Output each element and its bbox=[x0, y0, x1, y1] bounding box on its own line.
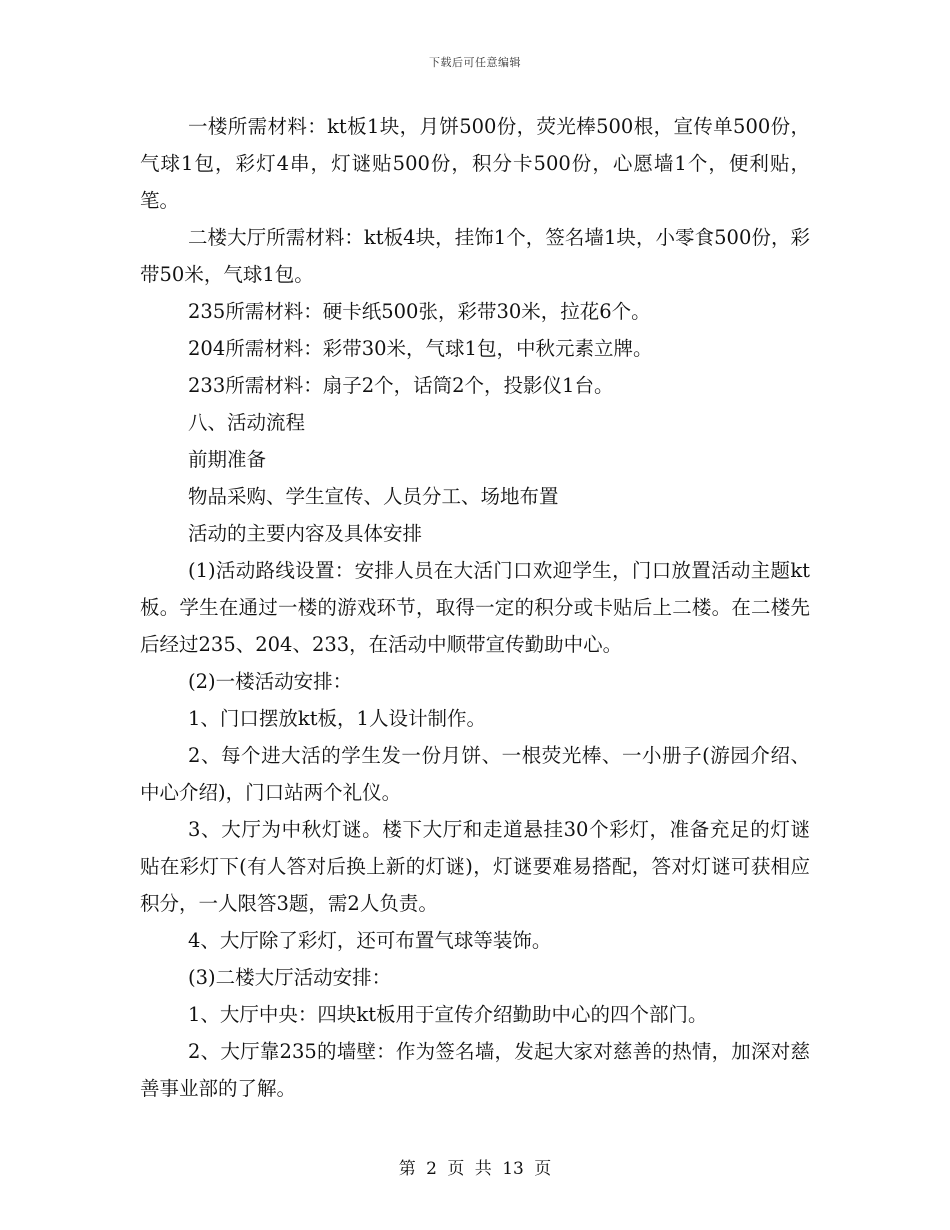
list-item-floor1-3: 3、大厅为中秋灯谜。楼下大厅和走道悬挂30个彩灯，准备充足的灯谜贴在彩灯下(有人答对后换上新的灯谜)，灯谜要难易搭配，答对灯谜可获相应积分，一人限答3题，需2人负责。 bbox=[140, 818, 810, 915]
subheading-main-content: 活动的主要内容及具体安排 bbox=[188, 522, 423, 545]
list-item-floor2-1: 1、大厅中央：四块kt板用于宣传介绍勤助中心的四个部门。 bbox=[188, 1003, 708, 1026]
paragraph-route-setup: (1)活动路线设置：安排人员在大活门口欢迎学生，门口放置活动主题kt板。学生在通过一楼的游戏环节，取得一定的积分或卡贴后上二楼。在二楼先后经过235、204、233，在活动中顺带宣传勤助中心。 bbox=[140, 559, 810, 656]
paragraph-floor2-materials: 二楼大厅所需材料：kt板4块，挂饰1个，签名墙1块，小零食500份，彩带50米，气球1包。 bbox=[140, 226, 810, 286]
paragraph-room233-materials: 233所需材料：扇子2个，话筒2个，投影仪1台。 bbox=[188, 374, 614, 397]
list-item-floor1-1: 1、门口摆放kt板，1人设计制作。 bbox=[188, 707, 486, 730]
paragraph-preparation-items: 物品采购、学生宣传、人员分工、场地布置 bbox=[188, 485, 559, 508]
paragraph-room204-materials: 204所需材料：彩带30米，气球1包，中秋元素立牌。 bbox=[188, 337, 653, 360]
subheading-floor2-arrangement: (3)二楼大厅活动安排： bbox=[188, 966, 392, 989]
page-header-note: 下载后可任意编辑 bbox=[429, 56, 521, 69]
document-body bbox=[140, 108, 810, 1107]
page-footer-number: 第 2 页 共 13 页 bbox=[398, 1159, 552, 1179]
subheading-floor1-arrangement: (2)一楼活动安排： bbox=[188, 670, 353, 693]
paragraph-room235-materials: 235所需材料：硬卡纸500张，彩带30米，拉花6个。 bbox=[188, 300, 651, 323]
subheading-preparation: 前期准备 bbox=[188, 448, 267, 471]
list-item-floor2-2: 2、大厅靠235的墙壁：作为签名墙，发起大家对慈善的热情，加深对慈善事业部的了解。 bbox=[140, 1040, 810, 1100]
list-item-floor1-2: 2、每个进大活的学生发一份月饼、一根荧光棒、一小册子(游园介绍、中心介绍)，门口站两个礼仪。 bbox=[140, 744, 810, 804]
list-item-floor1-4: 4、大厅除了彩灯，还可布置气球等装饰。 bbox=[188, 929, 552, 952]
section-heading-activity-process: 八、活动流程 bbox=[188, 411, 306, 434]
paragraph-floor1-materials: 一楼所需材料：kt板1块，月饼500份，荧光棒500根，宣传单500份，气球1包，彩灯4串，灯谜贴500份，积分卡500份，心愿墙1个，便利贴，笔。 bbox=[140, 115, 810, 212]
